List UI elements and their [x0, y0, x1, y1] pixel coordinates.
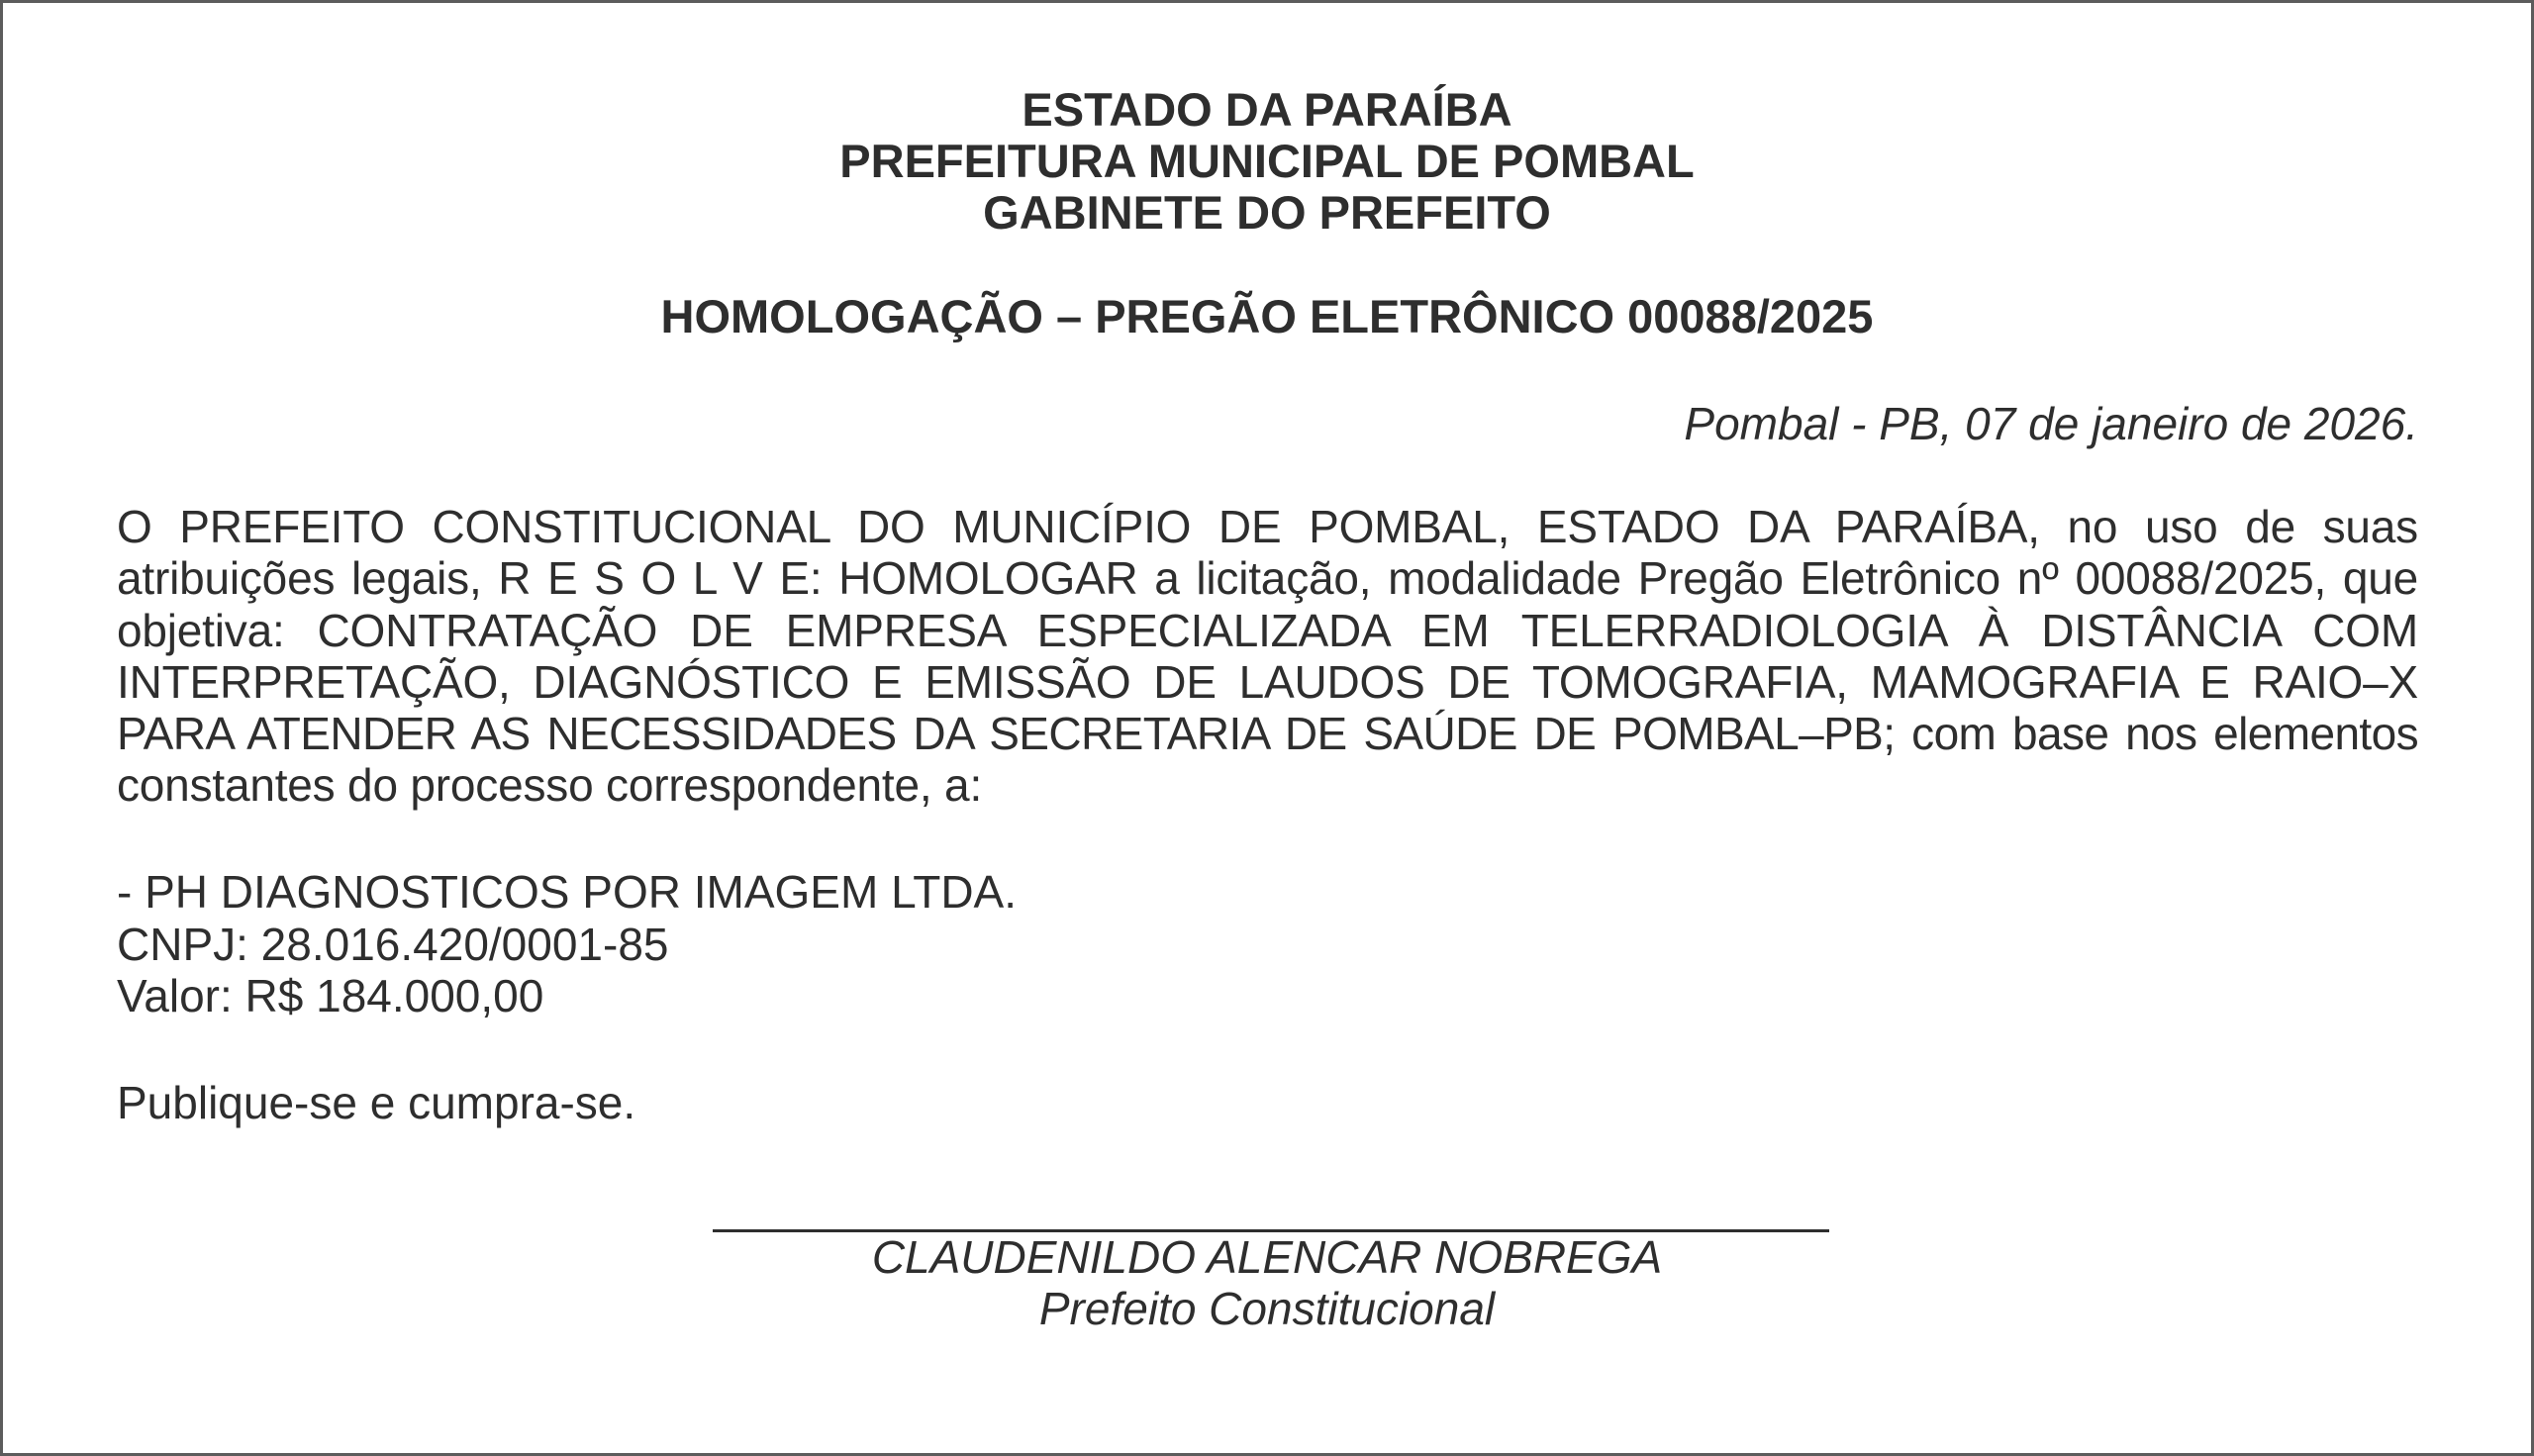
closing-text: Publique-se e cumpra-se.	[117, 1077, 636, 1128]
header-office: GABINETE DO PREFEITO	[983, 186, 1551, 239]
signature-role: Prefeito Constitucional	[1038, 1283, 1496, 1334]
date-line: Pombal - PB, 07 de janeiro de 2026.	[1684, 398, 2418, 449]
header-city-hall: PREFEITURA MUNICIPAL DE POMBAL	[839, 135, 1695, 187]
body-line: O PREFEITO CONSTITUCIONAL DO MUNICÍPIO DE POMBAL, ESTADO DA PARAÍBA, no uso de suas	[117, 501, 2418, 552]
body-paragraph	[117, 501, 2418, 812]
body-line: INTERPRETAÇÃO, DIAGNÓSTICO E EMISSÃO DE LAUDOS DE TOMOGRAFIA, MAMOGRAFIA E RAIO–X	[117, 656, 2418, 708]
winner-cnpj: CNPJ: 28.016.420/0001-85	[117, 919, 669, 970]
body-line: objetiva: CONTRATAÇÃO DE EMPRESA ESPECIALIZADA EM TELERRADIOLOGIA À DISTÂNCIA COM	[117, 605, 2418, 656]
document-title: HOMOLOGAÇÃO – PREGÃO ELETRÔNICO 00088/2025	[660, 290, 1874, 342]
header-state: ESTADO DA PARAÍBA	[1022, 83, 1512, 136]
body-line: constantes do processo correspondente, a:	[117, 759, 983, 811]
body-line: PARA ATENDER AS NECESSIDADES DA SECRETARIA DE SAÚDE DE POMBAL–PB; com base nos elementos	[117, 708, 2418, 759]
winner-company: - PH DIAGNOSTICOS POR IMAGEM LTDA.	[117, 866, 1018, 918]
body-line: atribuições legais, R E S O L V E: HOMOLOGAR a licitação, modalidade Pregão Eletrônico nº 00088/2025, que	[117, 552, 2418, 604]
signature-name: CLAUDENILDO ALENCAR NOBREGA	[871, 1231, 1663, 1283]
winner-value: Valor: R$ 184.000,00	[117, 970, 544, 1021]
